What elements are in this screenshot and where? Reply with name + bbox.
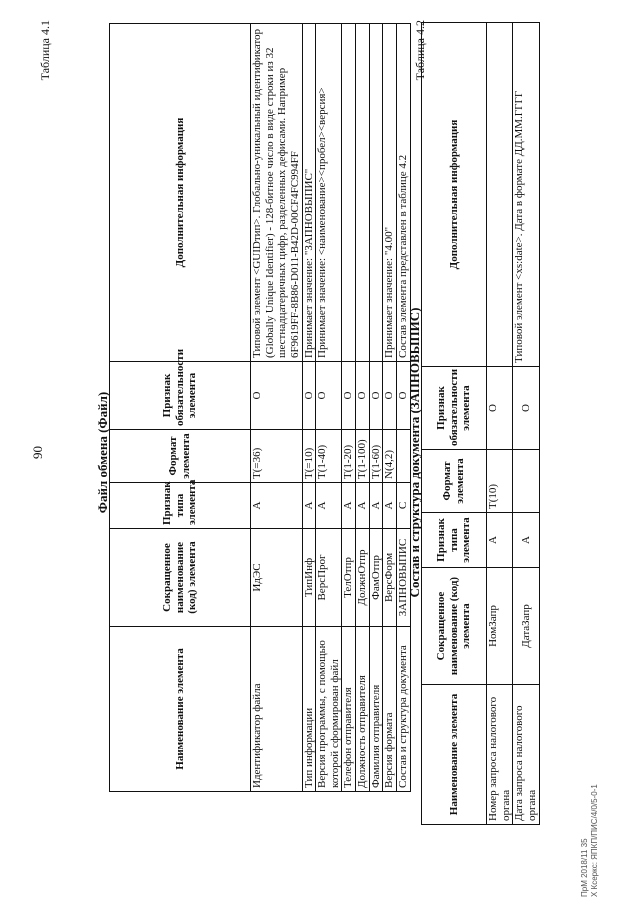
table1-header-cell: Признак обязательности элемента [110,362,251,430]
table-cell: Телефон отправителя [342,627,356,792]
table2-title: Состав и структура документа (ЗАПНОВЫПИС) [407,307,422,598]
table1 [109,23,411,792]
stamp-line: Х Ксеркс: ЯПКП/ПИС/4/0/5-0-1 [590,784,600,897]
table-cell: О [342,362,356,430]
table-cell: С [397,483,411,529]
table2-header-row [422,23,487,825]
table-cell: Типовой элемент <GUIDтип>. Глобально-уникальный идентификатор (Globally Unique Identifier) - 128-битное число в виде строки из 32 шестнадцатеричных цифр, разделенных дефисами. Например 6F9619FF-8B86-D011-B42D-00CF4FC994FF [251,24,303,362]
table-row [487,23,513,825]
table-cell: Должность отправителя [356,627,370,792]
table-cell: ВерсФорм [383,529,397,627]
table2-header-cell: Признак типа элемента [422,513,487,568]
table-cell: ТипИнф [302,529,316,627]
table-cell: Номер запроса налогового органа [487,685,513,825]
table-cell: А [513,513,539,568]
table2-header-cell: Признак обязательности элемента [422,367,487,450]
table-cell: Идентификатор файла [251,627,303,792]
table-cell: Принимает значение: "ЗАПНОВЫПИС" [302,24,316,362]
table-cell: Версия программы, с помощью которой сформирован файл [316,627,342,792]
table1-title: Файл обмена (Файл) [95,391,110,514]
table-cell: T(1-60) [369,430,383,483]
page-number: 90 [30,446,45,459]
table-cell: О [302,362,316,430]
table-row [251,24,303,792]
table-cell: ИдЭС [251,529,303,627]
table1-header-row [110,24,251,792]
table-cell: О [487,367,513,450]
table-row [513,23,539,825]
table-cell: Принимает значение: "4.00" [383,24,397,362]
table1-header-cell: Признак типа элемента [110,483,251,529]
table2-header-cell: Дополнительная информация [422,23,487,367]
table1-header-cell: Наименование элемента [110,627,251,792]
table-cell: А [383,483,397,529]
table-cell: ТелОтпр [342,529,356,627]
table-cell: T(=36) [251,430,303,483]
table-cell: T(1-20) [342,430,356,483]
table-row [383,24,397,792]
table2-header-cell: Наименование элемента [422,685,487,825]
table-cell: T(=10) [302,430,316,483]
table2-header-cell: Формат элемента [422,450,487,513]
table-cell: О [383,362,397,430]
table-cell [487,23,513,367]
table1-label: Таблица 4.1 [38,20,52,81]
table-cell: ДолжнОтпр [356,529,370,627]
table-row [356,24,370,792]
table-cell: T(10) [487,450,513,513]
table-cell: А [487,513,513,568]
table-cell: НомЗапр [487,568,513,685]
table-cell: Тип информации [302,627,316,792]
table-cell: А [316,483,342,529]
table-cell: А [302,483,316,529]
table-cell: T(1-100) [356,430,370,483]
table-cell [342,24,356,362]
table-cell: ЗАПНОВЫПИС [397,529,411,627]
table-cell: А [342,483,356,529]
table-cell: ВерсПрог [316,529,342,627]
table-row [302,24,316,792]
table1-header-cell: Дополнительная информация [110,24,251,362]
table-cell: О [369,362,383,430]
table-cell: О [316,362,342,430]
table-cell: А [369,483,383,529]
table-cell [513,450,539,513]
table-cell: T(1-40) [316,430,342,483]
table-cell: N(4,2) [383,430,397,483]
table-cell: Состав и структура документа [397,627,411,792]
table-cell: Состав элемента представлен в таблице 4.2 [397,24,411,362]
table-cell: Принимает значение: <наименование><пробел><версия> [316,24,342,362]
table-cell: ДатаЗапр [513,568,539,685]
table-cell: А [356,483,370,529]
document-stamp [580,784,601,897]
table-row [369,24,383,792]
table-cell: О [251,362,303,430]
table-cell: Фамилия отправителя [369,627,383,792]
table1-header-cell: Формат элемента [110,430,251,483]
table-row [342,24,356,792]
table-cell: Дата запроса налогового органа [513,685,539,825]
table-row [316,24,342,792]
table2 [421,22,540,825]
table-cell: Типовой элемент <xs:date>. Дата в формате ДД.ММ.ГГГГ [513,23,539,367]
table-cell [369,24,383,362]
table2-label: Таблица 4.2 [413,20,427,81]
table-cell: Версия формата [383,627,397,792]
stamp-line: ПрМ 2018/11 35 [580,838,589,897]
table-cell: А [251,483,303,529]
table-cell: О [397,362,411,430]
table-cell: О [356,362,370,430]
table1-header-cell: Сокращенное наименование (код) элемента [110,529,251,627]
table2-header-cell: Сокращенное наименование (код) элемента [422,568,487,685]
table-cell: О [513,367,539,450]
table-cell [356,24,370,362]
table-cell: ФамОтпр [369,529,383,627]
